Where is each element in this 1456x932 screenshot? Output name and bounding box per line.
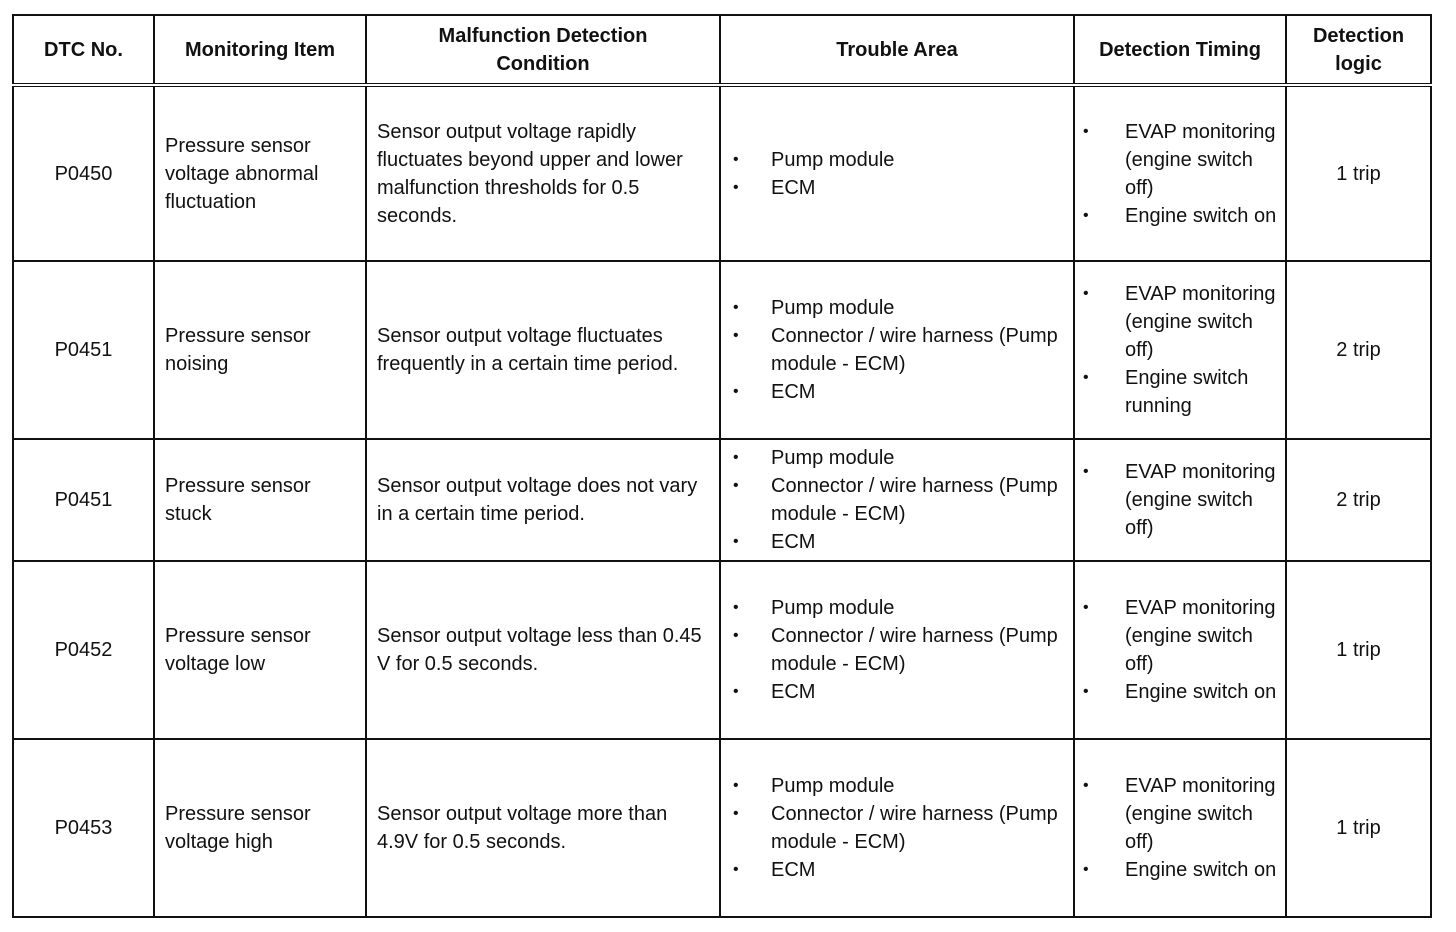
dtc-cell: P0453 [13, 739, 154, 917]
timing-item: • EVAP monitoring (engine switch off) [1081, 772, 1279, 856]
detection-logic-cell: 1 trip [1286, 561, 1431, 739]
trouble-area-cell [720, 739, 1074, 917]
trouble-area-cell [720, 439, 1074, 561]
table-row [13, 561, 1431, 739]
condition-cell: Sensor output voltage rapidly fluctuates beyond upper and lower malfunction thresholds for 0.5 seconds. [366, 85, 720, 261]
trouble-item: • ECM [731, 856, 1063, 884]
monitoring-item-cell: Pressure sensor stuck [154, 439, 366, 561]
trouble-item: • Pump module [731, 444, 1063, 472]
monitoring-item-cell: Pressure sensor voltage high [154, 739, 366, 917]
table-row [13, 261, 1431, 439]
table-row [13, 739, 1431, 917]
timing-item: • Engine switch on [1081, 678, 1279, 706]
condition-cell: Sensor output voltage does not vary in a certain time period. [366, 439, 720, 561]
trouble-item: • ECM [731, 528, 1063, 556]
trouble-item: • ECM [731, 174, 1063, 202]
detection-timing-cell [1074, 439, 1286, 561]
trouble-item: • Pump module [731, 594, 1063, 622]
dtc-cell: P0451 [13, 261, 154, 439]
header-monitoring-item: Monitoring Item [154, 15, 366, 85]
header-dtc: DTC No. [13, 15, 154, 85]
monitoring-item-cell: Pressure sensor voltage low [154, 561, 366, 739]
table-row [13, 85, 1431, 261]
table-row [13, 439, 1431, 561]
trouble-item: • Pump module [731, 146, 1063, 174]
timing-item: • Engine switch on [1081, 202, 1279, 230]
timing-item: • EVAP monitoring (engine switch off) [1081, 118, 1279, 202]
detection-timing-cell [1074, 739, 1286, 917]
condition-cell: Sensor output voltage fluctuates frequently in a certain time period. [366, 261, 720, 439]
trouble-item: • Connector / wire harness (Pump module - ECM) [731, 800, 1063, 856]
dtc-table [12, 14, 1432, 918]
timing-item: • EVAP monitoring (engine switch off) [1081, 594, 1279, 678]
detection-logic-cell: 1 trip [1286, 85, 1431, 261]
header-detection-timing: Detection Timing [1074, 15, 1286, 85]
timing-item: • EVAP monitoring (engine switch off) [1081, 458, 1279, 542]
dtc-cell: P0452 [13, 561, 154, 739]
header-trouble-area: Trouble Area [720, 15, 1074, 85]
trouble-item: • Connector / wire harness (Pump module - ECM) [731, 322, 1063, 378]
monitoring-item-cell: Pressure sensor noising [154, 261, 366, 439]
detection-timing-cell [1074, 261, 1286, 439]
trouble-item: • Pump module [731, 772, 1063, 800]
trouble-item: • Pump module [731, 294, 1063, 322]
detection-logic-cell: 2 trip [1286, 261, 1431, 439]
detection-logic-cell: 1 trip [1286, 739, 1431, 917]
dtc-cell: P0451 [13, 439, 154, 561]
trouble-area-cell [720, 261, 1074, 439]
trouble-item: • ECM [731, 378, 1063, 406]
trouble-item: • ECM [731, 678, 1063, 706]
detection-logic-cell: 2 trip [1286, 439, 1431, 561]
table-header [13, 15, 1431, 85]
trouble-item: • Connector / wire harness (Pump module - ECM) [731, 622, 1063, 678]
trouble-item: • Connector / wire harness (Pump module - ECM) [731, 472, 1063, 528]
dtc-cell: P0450 [13, 85, 154, 261]
timing-item: • Engine switch on [1081, 856, 1279, 884]
header-detection-logic: Detection logic [1286, 15, 1431, 85]
detection-timing-cell [1074, 85, 1286, 261]
timing-item: • Engine switch running [1081, 364, 1279, 420]
trouble-area-cell [720, 561, 1074, 739]
detection-timing-cell [1074, 561, 1286, 739]
trouble-area-cell [720, 85, 1074, 261]
condition-cell: Sensor output voltage less than 0.45 V for 0.5 seconds. [366, 561, 720, 739]
monitoring-item-cell: Pressure sensor voltage abnormal fluctuation [154, 85, 366, 261]
condition-cell: Sensor output voltage more than 4.9V for 0.5 seconds. [366, 739, 720, 917]
header-detection-condition: Malfunction Detection Condition [366, 15, 720, 85]
timing-item: • EVAP monitoring (engine switch off) [1081, 280, 1279, 364]
